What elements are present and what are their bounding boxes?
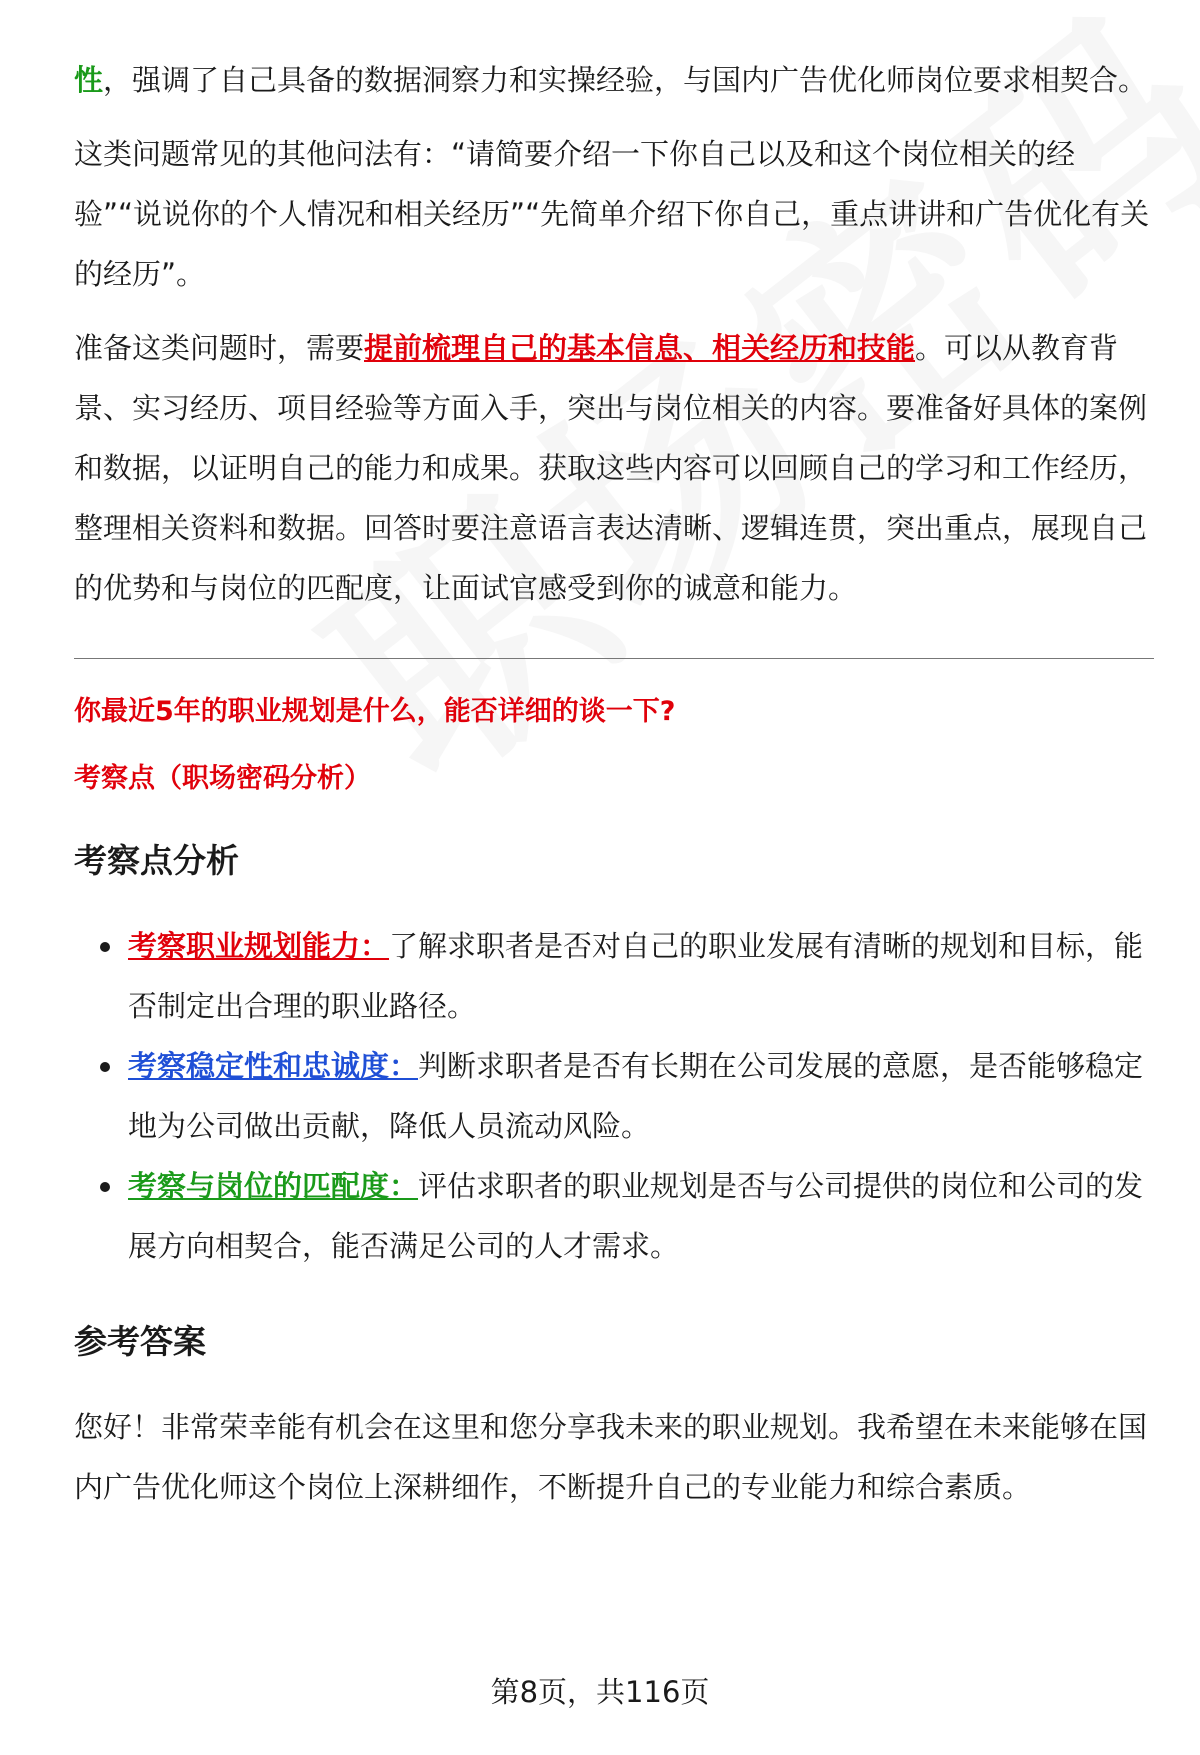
analysis-item-text: 了解求职者是否对自己的职业发展有清晰的规划和目标，能否制定出合理的职业路径。 xyxy=(128,929,1144,1023)
answer-heading: 参考答案 xyxy=(74,1322,206,1361)
analysis-item-label: 考察职业规划能力： xyxy=(128,929,390,963)
intro-paragraph-1-text: ，强调了自己具备的数据洞察力和实操经验，与国内广告优化师岗位要求相契合。 xyxy=(103,63,1148,97)
bullet-icon xyxy=(100,1062,110,1072)
section-divider xyxy=(74,658,1154,659)
analysis-item-stability xyxy=(74,1036,1154,1156)
intro-paragraph-3-after: 。可以从教育背景、实习经历、项目经验等方面入手，突出与岗位相关的内容。要准备好具体的案例和数据，以证明自己的能力和成果。获取这些内容可以回顾自己的学习和工作经历，整理相关资料和数据。回答时要注意语言表达清晰、逻辑连贯，突出重点，展现自己的优势和与岗位的匹配度，让面试官感受到你的诚意和能力。 xyxy=(74,331,1148,605)
analysis-item-career xyxy=(74,916,1154,1036)
question-title: 你最近5年的职业规划是什么，能否详细的谈一下? xyxy=(74,696,676,727)
bullet-icon xyxy=(100,942,110,952)
highlight-green: 性 xyxy=(74,63,104,97)
highlight-red: 提前梳理自己的基本信息、相关经历和技能 xyxy=(364,331,916,365)
question-subtitle: 考察点（职场密码分析） xyxy=(74,763,371,794)
bullet-icon xyxy=(100,1182,110,1192)
intro-paragraph-1 xyxy=(74,50,1154,110)
intro-paragraph-2: 这类问题常见的其他问法有：“请简要介绍一下你自己以及和这个岗位相关的经验”“说说你的个人情况和相关经历”“先简单介绍下你自己，重点讲讲和广告优化有关的经历”。 xyxy=(74,137,1150,291)
analysis-item-text: 评估求职者的职业规划是否与公司提供的岗位和公司的发展方向相契合，能否满足公司的人才需求。 xyxy=(128,1169,1144,1263)
analysis-heading: 考察点分析 xyxy=(74,841,239,880)
intro-paragraph-3 xyxy=(74,318,1154,618)
analysis-list xyxy=(74,916,1154,1276)
answer-paragraph: 您好！非常荣幸能有机会在这里和您分享我未来的职业规划。我希望在未来能够在国内广告优化师这个岗位上深耕细作，不断提升自己的专业能力和综合素质。 xyxy=(74,1410,1148,1504)
analysis-item-match xyxy=(74,1156,1154,1276)
analysis-item-text: 判断求职者是否有长期在公司发展的意愿，是否能够稳定地为公司做出贡献，降低人员流动风险。 xyxy=(128,1049,1144,1143)
intro-paragraph-3-before: 准备这类问题时，需要 xyxy=(74,331,365,365)
analysis-item-label: 考察与岗位的匹配度： xyxy=(128,1169,419,1203)
page-number: 第8页，共116页 xyxy=(490,1675,710,1709)
document-page xyxy=(74,50,1154,1517)
analysis-item-label: 考察稳定性和忠诚度： xyxy=(128,1049,419,1083)
